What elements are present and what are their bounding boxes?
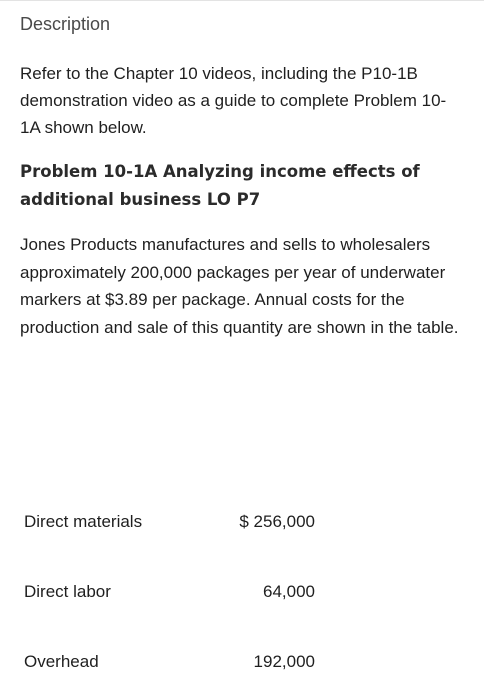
table-row xyxy=(0,650,484,674)
cost-amount: 192,000 xyxy=(253,652,315,671)
description-heading: Description xyxy=(20,14,111,34)
cost-amount: 64,000 xyxy=(263,582,315,601)
cost-label: Direct labor xyxy=(24,582,111,601)
cost-amount: $ 256,000 xyxy=(239,512,315,531)
table-row xyxy=(0,510,484,534)
table-row xyxy=(0,580,484,604)
problem-description: Jones Products manufactures and sells to wholesalers approximately 200,000 packages per year of underwater markers at $3.89 per package. Annual costs for the production and sale of this quantity are shown in the table. xyxy=(20,235,459,337)
cost-label: Overhead xyxy=(24,652,99,671)
problem-title: Problem 10-1A Analyzing income effects of additional business LO P7 xyxy=(20,162,420,209)
top-divider xyxy=(0,0,484,1)
cost-label: Direct materials xyxy=(24,512,143,531)
intro-paragraph: Refer to the Chapter 10 videos, including the P10-1B demonstration video as a guide to complete Problem 10-1A shown below. xyxy=(20,64,447,137)
